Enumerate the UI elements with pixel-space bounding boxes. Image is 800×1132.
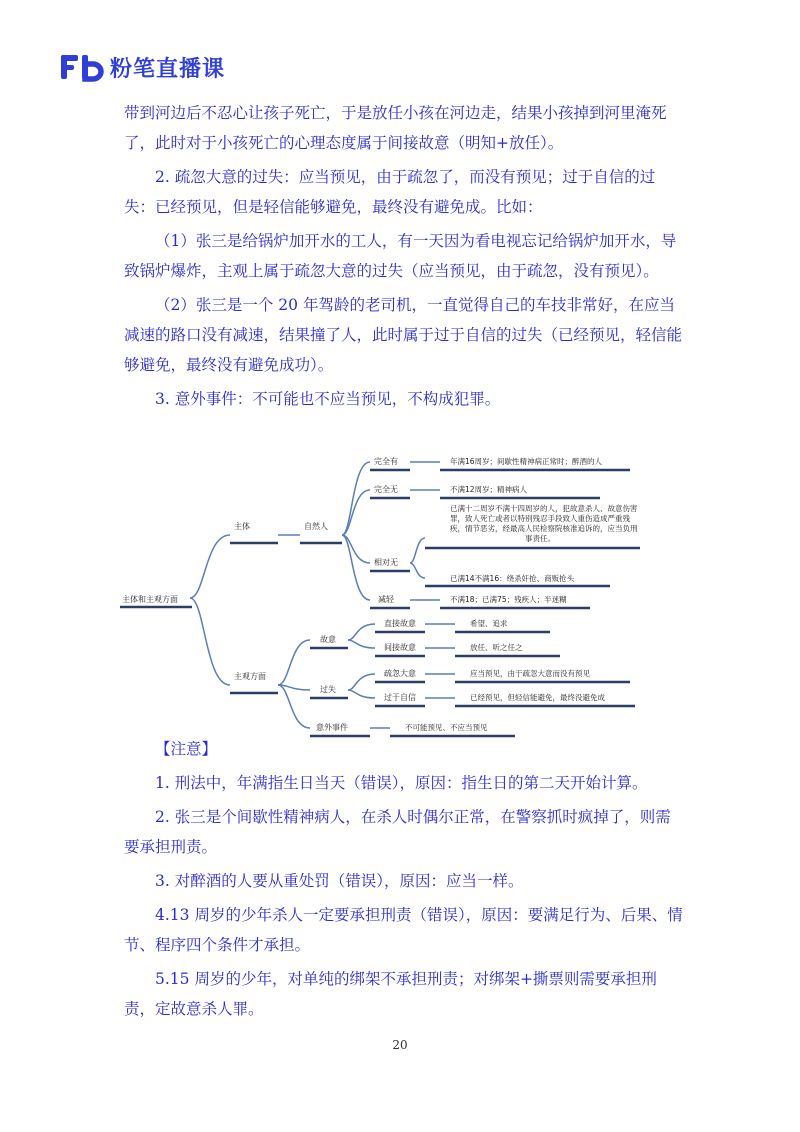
paragraph-2: 2. 疏忽大意的过失：应当预见，由于疏忽了，而没有预见；过于自信的过失：已经预见，但是轻信能够避免，最终没有避免成。比如： xyxy=(124,168,656,216)
mm-overconfident: 过于自信 xyxy=(384,693,416,702)
mm-accident: 意外事件 xyxy=(316,723,348,732)
mm-negligence: 过失 xyxy=(320,685,336,694)
paragraph-4: （2）张三是一个 20 年驾龄的老司机，一直觉得自己的车技非常好，在应当减速的路口没有减速，结果撞了人，此时属于过于自信的过失（已经预见，轻信能够避免，最终没有避免成功）。 xyxy=(124,296,683,374)
mm-relative-desc-1: 已满十二周岁不满十四周岁的人，犯故意杀人、故意伤害 xyxy=(450,504,638,513)
mm-relative-desc-4: 事责任。 xyxy=(525,534,555,543)
mm-accident-desc: 不可能预见、不应当预见 xyxy=(405,723,488,732)
note-2: 2. 张三是个间歇性精神病人，在杀人时偶尔正常，在警察抓时疯掉了，则需要承担刑责。 xyxy=(124,808,671,856)
mm-careless-desc: 应当预见，由于疏忽大意而没有预见 xyxy=(470,669,590,678)
mm-indirect-desc: 放任、听之任之 xyxy=(470,643,523,652)
mm-relative-desc-3: 疾，情节恶劣，经最高人民检察院核准追诉的，应当负刑 xyxy=(450,524,638,533)
notes-title: 【注意】 xyxy=(155,740,218,758)
mm-natural-person: 自然人 xyxy=(304,522,328,531)
paragraph-3: （1）张三是给锅炉加开水的工人，有一天因为看电视忘记给锅炉加开水，导致锅炉爆炸，主观上属于疏忽大意的过失（应当预见，由于疏忽，没有预见）。 xyxy=(124,232,677,280)
mm-full-desc: 年满16周岁；间歇性精神病正常时；醉酒的人 xyxy=(450,457,603,466)
note-1: 1. 刑法中，年满指生日当天（错误），原因：指生日的第二天开始计算。 xyxy=(155,774,648,792)
header xyxy=(60,50,225,84)
mm-full: 完全有 xyxy=(374,457,398,466)
mm-direct: 直接故意 xyxy=(384,619,416,628)
mind-map xyxy=(120,440,640,744)
fenbi-logo-icon xyxy=(60,52,104,82)
brand-name: 粉笔直播课 xyxy=(110,56,226,82)
note-3: 3. 对醉酒的人要从重处罚（错误），原因：应当一样。 xyxy=(155,872,524,890)
mm-relative-desc-2: 罪，致人死亡或者以特别残忍手段致人重伤造成严重残 xyxy=(450,514,630,523)
page-number: 20 xyxy=(392,1038,408,1052)
mm-indirect: 间接故意 xyxy=(384,643,416,652)
mm-none-desc: 不满12周岁；精神病人 xyxy=(450,485,528,494)
paragraph-1: 带到河边后不忍心让孩子死亡，于是放任小孩在河边走，结果小孩掉到河里淹死了，此时对于小孩死亡的心理态度属于间接故意（明知+放任）。 xyxy=(124,104,667,152)
mm-subject: 主体 xyxy=(234,522,250,531)
mm-careless: 疏忽大意 xyxy=(384,669,416,678)
note-5: 5.15 周岁的少年，对单纯的绑架不承担刑责；对绑架+撕票则需要承担刑责，定故意杀人罪。 xyxy=(124,970,657,1018)
paragraph-5: 3. 意外事件：不可能也不应当预见，不构成犯罪。 xyxy=(155,390,501,408)
mm-relative: 相对无 xyxy=(374,558,398,567)
mind-map-svg xyxy=(120,440,640,740)
notes-block xyxy=(124,734,684,1024)
mm-relative-desc-b: 已满14不满16：绕杀奸抢、商贩抢头 xyxy=(450,574,575,583)
mm-overconfident-desc: 已经预见，但轻信能避免，最终没避免成 xyxy=(470,693,605,702)
upper-text-block xyxy=(124,98,684,414)
mm-direct-desc: 希望、追求 xyxy=(470,619,508,628)
mm-root: 主体和主观方面 xyxy=(122,595,178,604)
mm-reduced: 减轻 xyxy=(378,595,394,604)
mm-reduced-desc: 不满18；已满75；残疾人；半迷糊 xyxy=(450,595,567,604)
note-4: 4.13 周岁的少年杀人一定要承担刑责（错误），原因：要满足行为、后果、情节、程序四个条件才承担。 xyxy=(124,906,683,954)
mm-none: 完全无 xyxy=(374,485,398,494)
mm-subjective: 主观方面 xyxy=(234,672,266,681)
mm-intent: 故意 xyxy=(320,635,336,644)
